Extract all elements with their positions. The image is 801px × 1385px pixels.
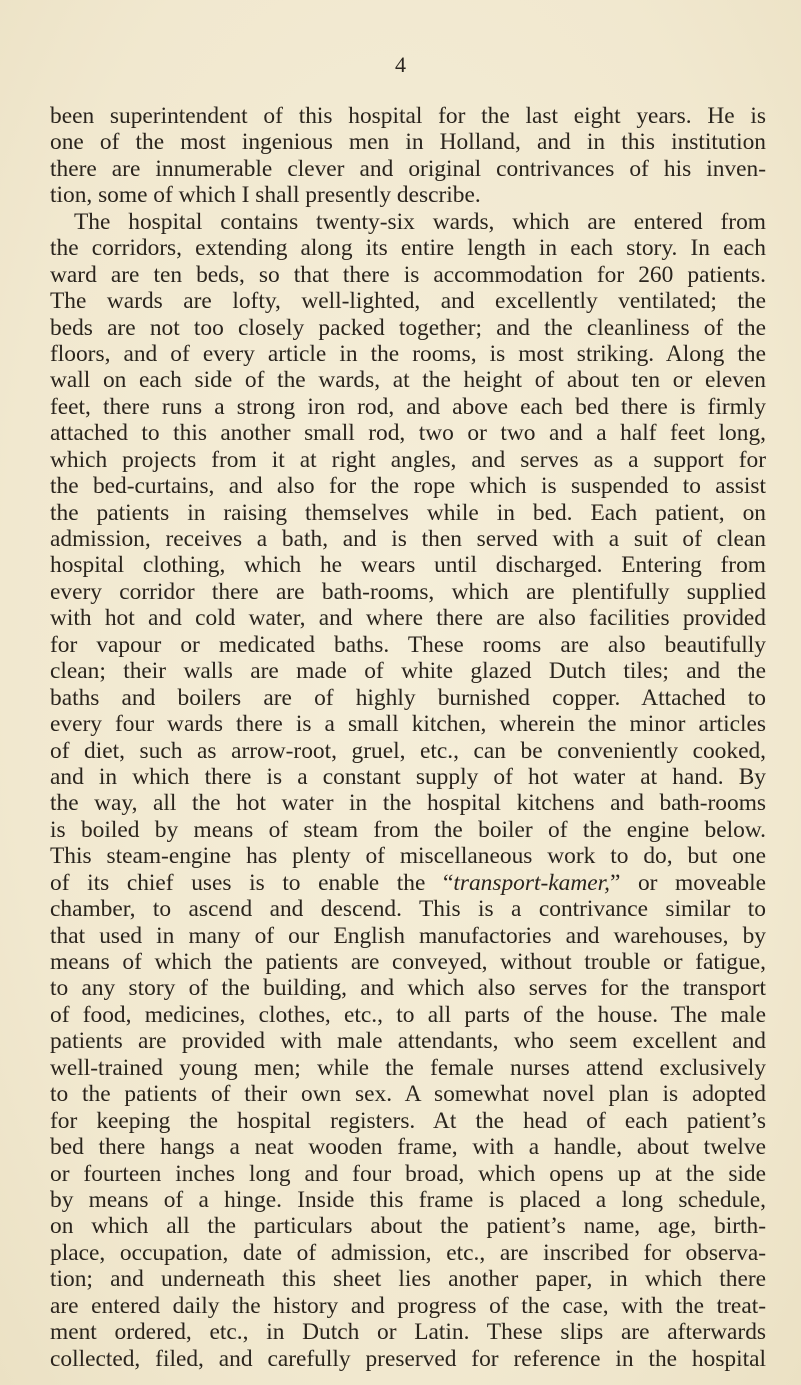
text-line: feet, there runs a strong iron rod, and above each bed there is firmly: [50, 393, 766, 420]
text-line: well-trained young men; while the female nurses attend exclusively: [50, 1054, 766, 1081]
text-line: and in which there is a constant supply of hot water at hand. By: [50, 763, 766, 790]
text-line: clean; their walls are made of white glazed Dutch tiles; and the: [50, 658, 766, 685]
text-line: collected, filed, and carefully preserved for reference in the hospital: [50, 1345, 766, 1372]
text-line: on which all the particulars about the patient’s name, age, birth-: [50, 1213, 766, 1240]
text-line: of diet, such as arrow-root, gruel, etc., can be conveniently cooked,: [50, 737, 766, 764]
text-line: of food, medicines, clothes, etc., to all parts of the house. The male: [50, 1001, 766, 1028]
text-line: hospital clothing, which he wears until discharged. Entering from: [50, 552, 766, 579]
text-line: the bed-curtains, and also for the rope which is suspended to assist: [50, 473, 766, 500]
text-line: are entered daily the history and progress of the case, with the treat-: [50, 1292, 766, 1319]
text-line: to any story of the building, and which also serves for the transport: [50, 975, 766, 1002]
text-line: tion, some of which I shall presently describe.: [50, 182, 481, 209]
text-line: bed there hangs a neat wooden frame, with a handle, about twelve: [50, 1134, 766, 1161]
text-line: This steam-engine has plenty of miscellaneous work to do, but one: [50, 843, 766, 870]
body-text: [50, 103, 766, 1372]
text-line: place, occupation, date of admission, etc., are inscribed for observa-: [50, 1239, 766, 1266]
text-line: or fourteen inches long and four broad, which opens up at the side: [50, 1160, 766, 1187]
text-line: that used in many of our English manufactories and warehouses, by: [50, 922, 766, 949]
text-line: to the patients of their own sex. A somewhat novel plan is adopted: [50, 1081, 766, 1108]
text-line: for vapour or medicated baths. These rooms are also beautifully: [50, 631, 766, 658]
text-line: every corridor there are bath-rooms, which are plentifully supplied: [50, 578, 766, 605]
text-line: beds are not too closely packed together; and the cleanliness of the: [50, 314, 766, 341]
text-line: attached to this another small rod, two or two and a half feet long,: [50, 420, 766, 447]
text-line: which projects from it at right angles, and serves as a support for: [50, 446, 766, 473]
text-line: is boiled by means of steam from the boiler of the engine below.: [50, 816, 766, 843]
text-line: means of which the patients are conveyed, without trouble or fatigue,: [50, 949, 766, 975]
text-line: with hot and cold water, and where there are also facilities provided: [50, 605, 766, 632]
text-line: patients are provided with male attendants, who seem excellent and: [50, 1028, 766, 1055]
text-line: for keeping the hospital registers. At the head of each patient’s: [50, 1107, 766, 1134]
text-line: chamber, to ascend and descend. This is a contrivance similar to: [50, 896, 766, 923]
text-line: the patients in raising themselves while in bed. Each patient, on: [50, 499, 766, 526]
text-line: every four wards there is a small kitchen, wherein the minor articles: [50, 711, 766, 738]
text-line: there are innumerable clever and original contrivances of his inven-: [50, 155, 766, 182]
text-run: of its chief uses is to enable the “: [50, 869, 454, 896]
text-line: floors, and of every article in the rooms, is most striking. Along the: [50, 340, 766, 367]
text-run: ” or moveable: [609, 869, 766, 896]
text-line: one of the most ingenious men in Holland, and in this institution: [50, 129, 766, 156]
text-line: been superintendent of this hospital for the last eight years. He is: [50, 103, 766, 129]
text-line: by means of a hinge. Inside this frame is placed a long schedule,: [50, 1186, 766, 1213]
text-line: tion; and underneath this sheet lies another paper, in which there: [50, 1266, 766, 1293]
text-line: ment ordered, etc., in Dutch or Latin. These slips are afterwards: [50, 1319, 766, 1346]
text-line: The hospital contains twenty-six wards, which are entered from: [74, 208, 766, 235]
text-line: ward are ten beds, so that there is accommodation for 260 patients.: [50, 261, 766, 288]
text-line-with-italic: [50, 870, 766, 896]
italic-term: transport-kamer,: [453, 869, 610, 896]
text-line: the corridors, extending along its entire length in each story. In each: [50, 235, 766, 262]
text-line: baths and boilers are of highly burnished copper. Attached to: [50, 684, 766, 711]
page-number: 4: [395, 52, 406, 77]
text-line: The wards are lofty, well-lighted, and excellently ventilated; the: [50, 288, 766, 315]
text-line: the way, all the hot water in the hospital kitchens and bath-rooms: [50, 790, 766, 817]
text-line: wall on each side of the wards, at the height of about ten or eleven: [50, 367, 766, 394]
text-line: admission, receives a bath, and is then served with a suit of clean: [50, 526, 766, 552]
